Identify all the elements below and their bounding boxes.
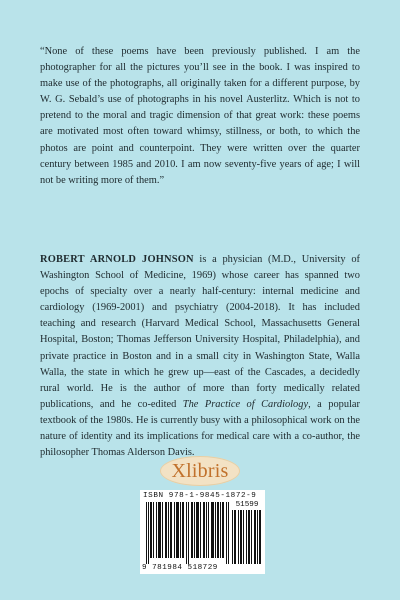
author-bio — [40, 252, 360, 461]
barcode-addon-bars — [232, 510, 262, 564]
publisher-name: Xlibris — [171, 460, 229, 482]
author-bio-text-1: is a physician (M.D., University of Washington School of Medicine, 1969) whose career has spanned two epochs of specialty over a nearly half-century: internal medicine and cardiology (1969-2001) and psychiatry (2004-2018). It has included teaching and research (Harvard Medical School, Massachusetts General Hospital, Boston; Thomas Jefferson University Hospital, Philadelphia), and private practice in Boston and in a small city in Washington State, Walla Walla, the state in which he grew up—east of the Cascades, a decidedly rural world. He is the author of more than forty medically related publications, and he co-edited — [40, 254, 360, 410]
barcode — [140, 490, 265, 574]
author-name: ROBERT ARNOLD JOHNSON — [40, 254, 194, 265]
author-bio-text-2: , a popular textbook of the 1980s. He is currently busy with a philosophical work on the nature of identity and its implications for medical care with a co-author, the philosopher Thomas Alderson Davis. — [40, 398, 360, 459]
barcode-ean-digits: 9 781984 518729 — [142, 564, 218, 572]
isbn-label: ISBN 978-1-9845-1872-9 — [143, 492, 257, 500]
barcode-bars — [146, 502, 230, 564]
barcode-addon-digits: 51599 — [235, 501, 259, 509]
back-cover-quote: “None of these poems have been previously published. I am the photographer for all the pictures you’ll see in the book. I was inspired to make use of the photographs, all originally taken for a different purpose, by W. G. Sebald’s use of photographs in his novel Austerlitz. Which is not to pretend to the moral and tragic dimension of that great work: these poems are motivated most often toward whimsy, stillness, or both, to which the photos are point and counterpoint. They were written over the quarter century between 1985 and 2010. I am now seventy-five years of age; I will not be writing more of them.” — [40, 46, 360, 186]
book-title: The Practice of Cardiology — [182, 398, 309, 410]
publisher-logo — [160, 456, 240, 486]
